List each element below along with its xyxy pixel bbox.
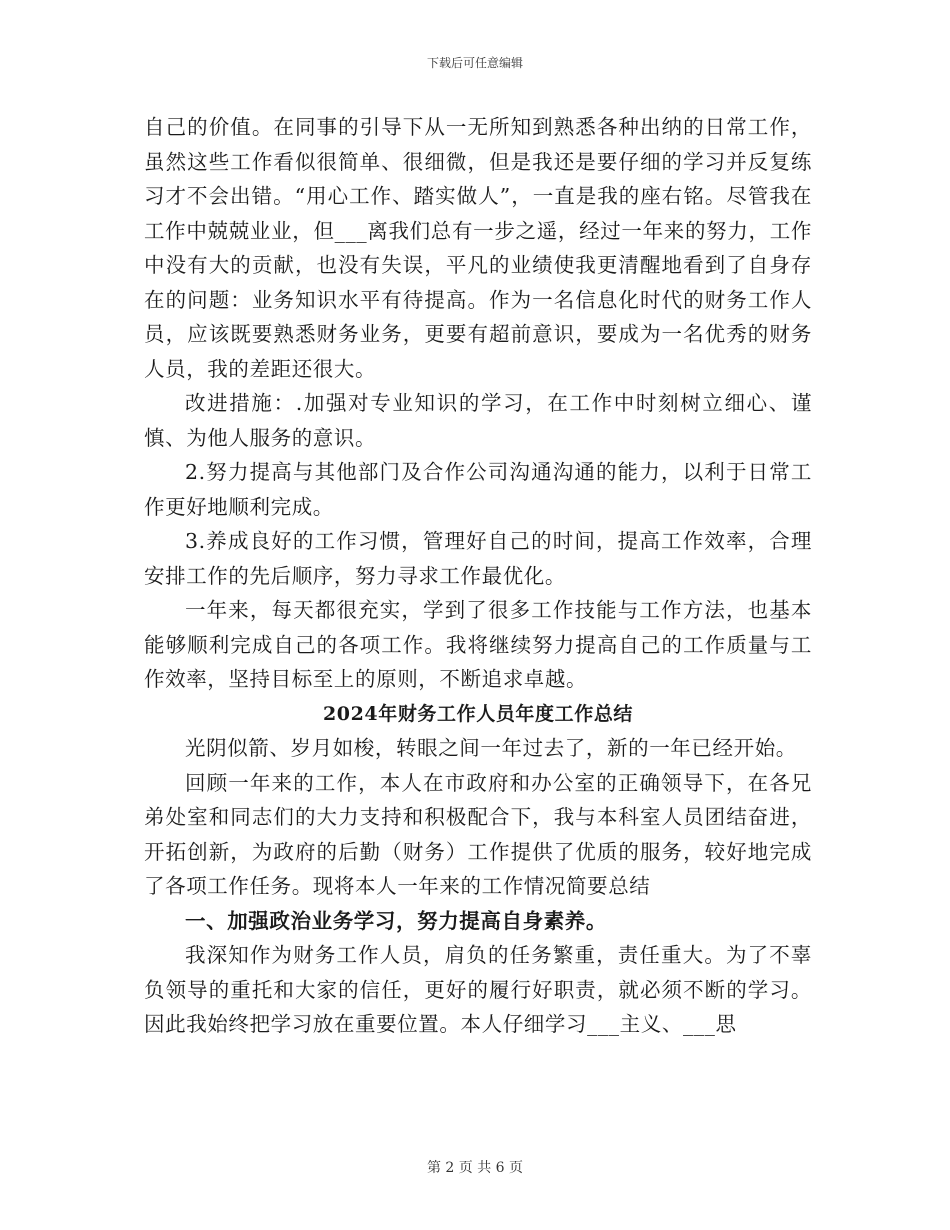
- paragraph-continued: 自己的价值。在同事的引导下从一无所知到熟悉各种出纳的日常工作，虽然这些工作看似很简单、很细微，但是我还是要仔细的学习并反复练习才不会出错。“用心工作、踏实做人”，一直是我的座右铭。尽管我在工作中兢兢业业，但___离我们总有一步之遥，经过一年来的努力，工作中没有大的贡献，也没有失误，平凡的业绩使我更清醒地看到了自身存在的问题：业务知识水平有待提高。作为一名信息化时代的财务工作人员，应该既要熟悉财务业务，更要有超前意识，要成为一名优秀的财务人员，我的差距还很大。: [144, 115, 812, 381]
- page-footer: 第 2 页 共 6 页: [426, 1160, 524, 1176]
- section-heading-1: 一、加强政治业务学习，努力提高自身素养。: [185, 908, 607, 933]
- paragraph-measure-3: 3.养成良好的工作习惯，管理好自己的时间，提高工作效率，合理安排工作的先后顺序，努力寻求工作最优化。: [144, 529, 812, 588]
- document-title: 2024年财务工作人员年度工作总结: [322, 702, 634, 725]
- page-header: 下载后可任意编辑: [426, 56, 523, 70]
- paragraph-opening: 光阴似箭、岁月如梭，转眼之间一年过去了，新的一年已经开始。: [185, 736, 797, 760]
- paragraph-summary: 一年来，每天都很充实，学到了很多工作技能与工作方法，也基本能够顺利完成自己的各项工作。我将继续努力提高自己的工作质量与工作效率，坚持目标至上的原则，不断追求卓越。: [144, 598, 812, 691]
- paragraph-improvement-measures: 改进措施：.加强对专业知识的学习，在工作中时刻树立细心、谨慎、为他人服务的意识。: [144, 391, 812, 450]
- paragraph-study: 我深知作为财务工作人员，肩负的任务繁重，责任重大。为了不辜负领导的重托和大家的信任，更好的履行好职责，就必须不断的学习。因此我始终把学习放在重要位置。本人仔细学习___主义、___思: [144, 943, 812, 1036]
- paragraph-review: 回顾一年来的工作，本人在市政府和办公室的正确领导下，在各兄弟处室和同志们的大力支持和积极配合下，我与本科室人员团结奋进，开拓创新，为政府的后勤（财务）工作提供了优质的服务，较好地完成了各项工作任务。现将本人一年来的工作情况简要总结: [144, 770, 812, 898]
- document-body: [144, 110, 812, 1042]
- paragraph-measure-2: 2.努力提高与其他部门及合作公司沟通沟通的能力，以利于日常工作更好地顺利完成。: [144, 460, 812, 519]
